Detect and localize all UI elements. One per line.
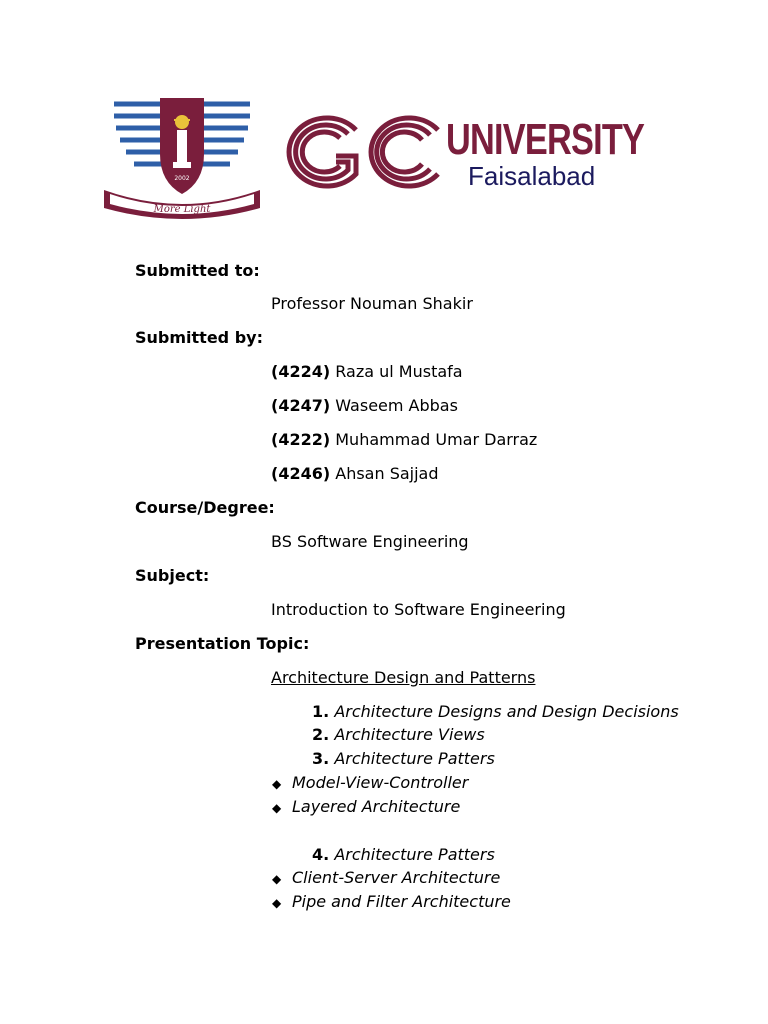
- member-row: [271, 362, 463, 382]
- bullet-text: Pipe and Filter Architecture: [292, 892, 511, 911]
- bullet-item: [272, 892, 511, 913]
- bullet-text: Client-Server Architecture: [292, 868, 501, 887]
- member-name: Raza ul Mustafa: [335, 362, 463, 381]
- list-text: Architecture Designs and Design Decisions: [334, 702, 679, 721]
- university-city: Faisalabad: [468, 161, 596, 191]
- list-number: 4.: [312, 845, 330, 864]
- member-id: (4246): [271, 464, 331, 483]
- member-name: Ahsan Sajjad: [335, 464, 439, 483]
- submitted-to-label: Submitted to:: [135, 261, 260, 280]
- bullet-item: [272, 797, 460, 818]
- list-item: [312, 845, 495, 865]
- member-row: [271, 396, 458, 416]
- university-crest-icon: [100, 90, 264, 222]
- list-item: [312, 749, 495, 769]
- submitted-to-value: Professor Nouman Shakir: [271, 294, 473, 313]
- member-id: (4247): [271, 396, 331, 415]
- list-item: [312, 702, 679, 722]
- member-id: (4224): [271, 362, 331, 381]
- submitted-by-label: Submitted by:: [135, 328, 263, 347]
- bullet-text: Layered Architecture: [292, 797, 461, 816]
- crest-year: 2002: [174, 175, 190, 182]
- list-number: 1.: [312, 702, 330, 721]
- diamond-bullet-icon: ◆: [272, 777, 282, 791]
- member-name: Muhammad Umar Darraz: [335, 430, 538, 449]
- list-text: Architecture Patters: [334, 749, 495, 768]
- member-name: Waseem Abbas: [335, 396, 458, 415]
- bullet-item: [272, 773, 468, 794]
- member-id: (4222): [271, 430, 331, 449]
- list-number: 3.: [312, 749, 330, 768]
- crest-motto: More Light: [153, 204, 211, 215]
- member-row: [271, 430, 537, 450]
- diamond-bullet-icon: ◆: [272, 896, 282, 910]
- list-number: 2.: [312, 725, 330, 744]
- course-label: Course/Degree:: [135, 498, 275, 517]
- subject-label: Subject:: [135, 566, 210, 585]
- member-row: [271, 464, 439, 484]
- bullet-item: [272, 868, 500, 889]
- list-item: [312, 725, 485, 745]
- diamond-bullet-icon: ◆: [272, 872, 282, 886]
- list-text: Architecture Patters: [334, 845, 495, 864]
- topic-title: Architecture Design and Patterns: [271, 668, 536, 687]
- bullet-text: Model-View-Controller: [292, 773, 469, 792]
- course-value: BS Software Engineering: [271, 532, 469, 551]
- gc-logo-icon: [278, 110, 448, 194]
- diamond-bullet-icon: ◆: [272, 801, 282, 815]
- university-name: UNIVERSITY: [446, 115, 645, 164]
- list-text: Architecture Views: [334, 725, 485, 744]
- subject-value: Introduction to Software Engineering: [271, 600, 566, 619]
- topic-label: Presentation Topic:: [135, 634, 310, 653]
